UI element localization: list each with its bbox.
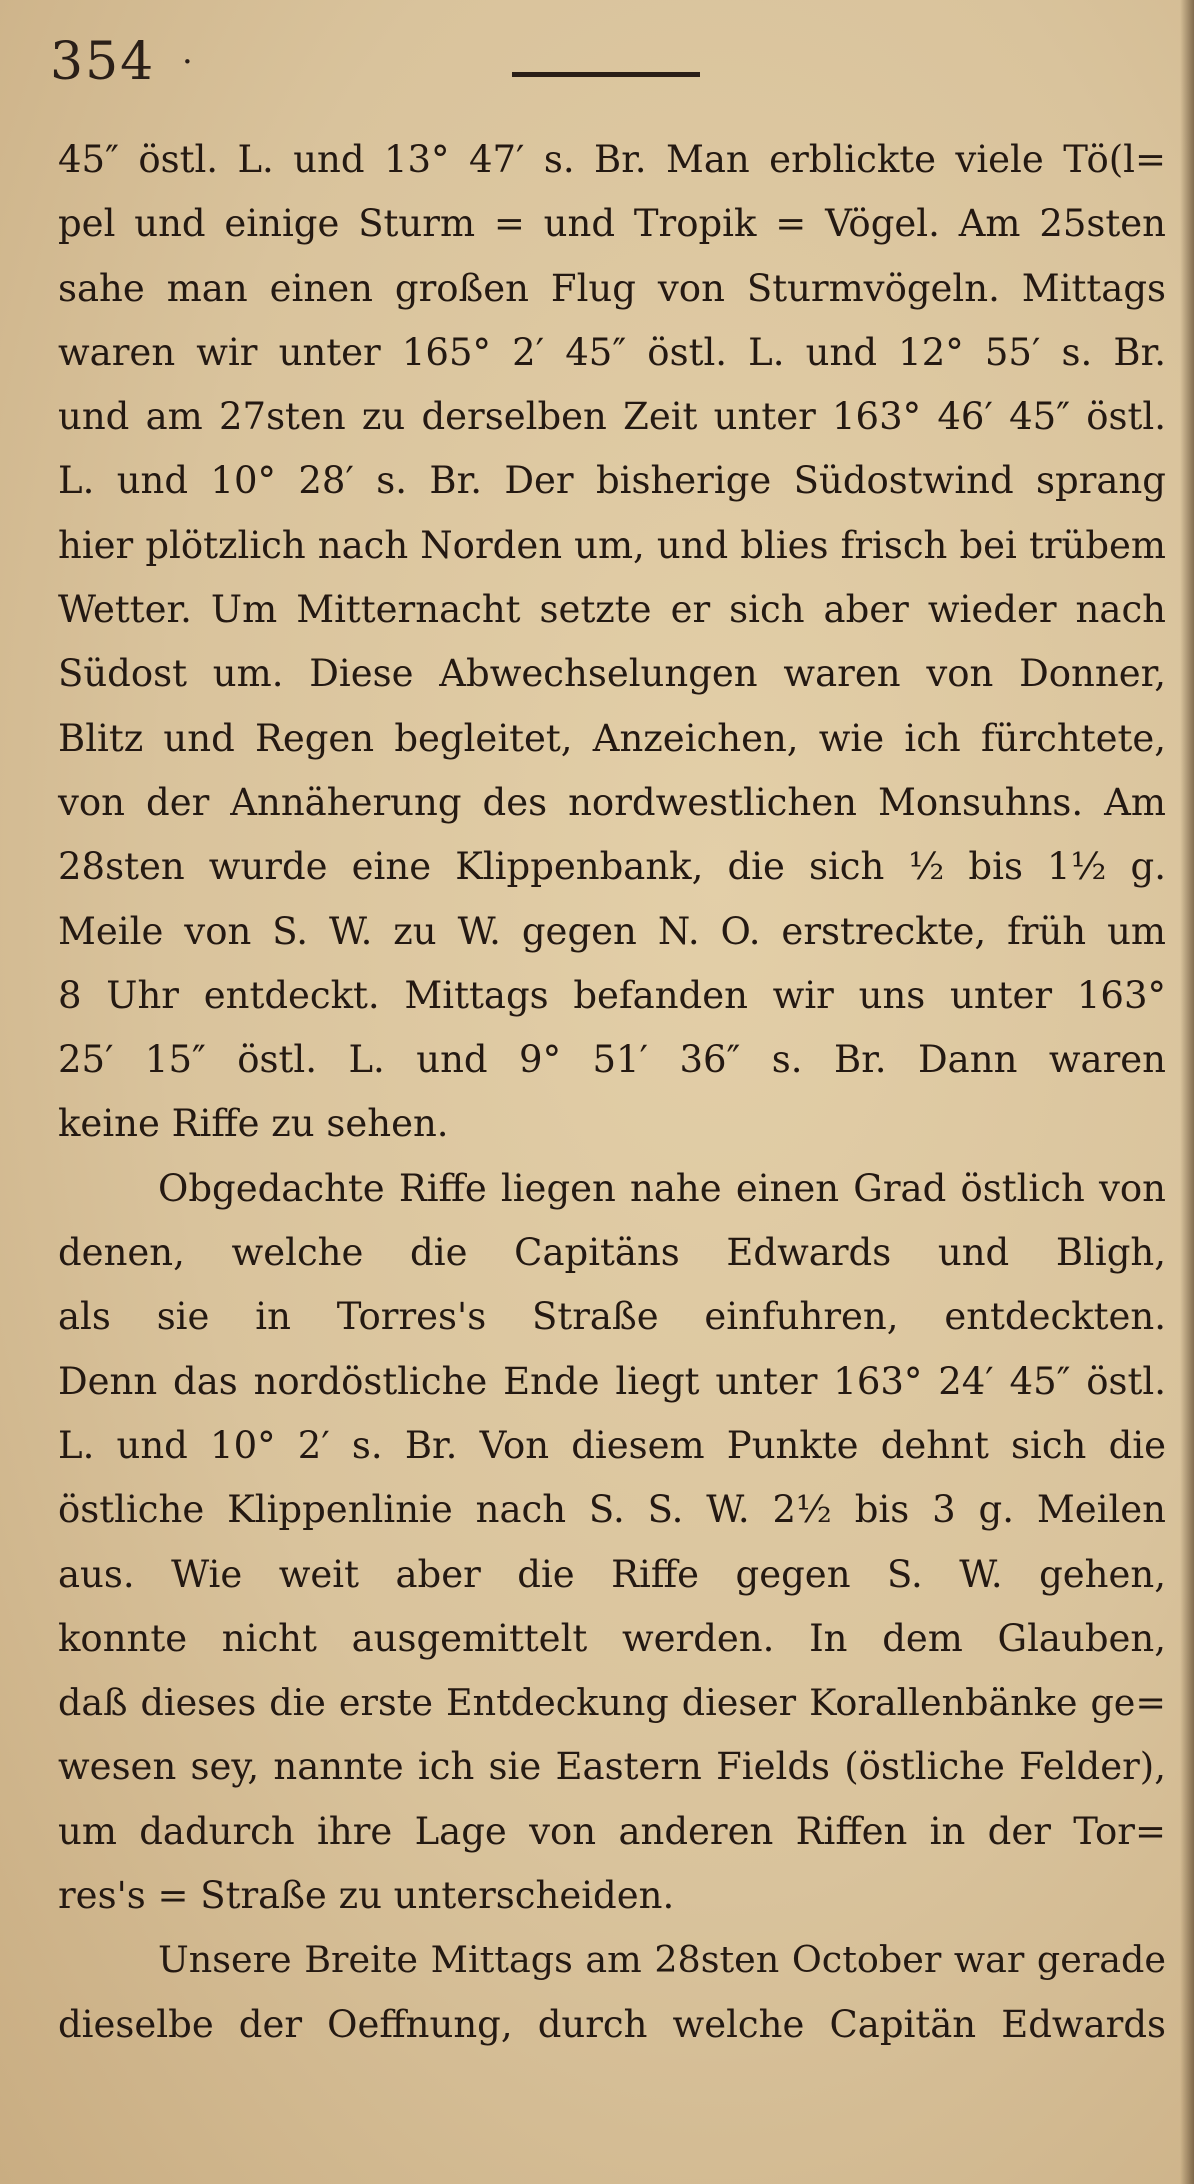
text-line: Wetter. Um Mitternacht setzte er sich aber wieder nach	[58, 588, 1166, 632]
text-line: Meile von S. W. zu W. gegen N. O. erstreckte, früh um	[58, 909, 1166, 953]
text-line: dieselbe der Oeffnung, durch welche Capitän Edwards	[58, 2002, 1166, 2046]
header-dot: ·	[182, 42, 193, 82]
text-line: Denn das nordöstliche Ende liegt unter 163° 24′ 45″ östl.	[58, 1359, 1166, 1403]
header-rule	[512, 72, 700, 77]
page-header	[50, 20, 1154, 100]
text-line: waren wir unter 165° 2′ 45″ östl. L. und 12° 55′ s. Br.	[58, 330, 1166, 374]
text-line: 8 Uhr entdeckt. Mittags befanden wir uns unter 163°	[58, 973, 1166, 1017]
text-line: L. und 10° 2′ s. Br. Von diesem Punkte dehnt sich die	[58, 1423, 1166, 1467]
text-line: 45″ östl. L. und 13° 47′ s. Br. Man erblickte viele Tö(l=	[58, 138, 1166, 181]
text-line: pel und einige Sturm = und Tropik = Vögel. Am 25sten	[58, 202, 1166, 246]
text-line: hier plötzlich nach Norden um, und blies frisch bei trübem	[58, 523, 1166, 567]
text-line: von der Annäherung des nordwestlichen Monsuhns. Am	[58, 780, 1166, 824]
text-line: Blitz und Regen begleitet, Anzeichen, wie ich fürchtete,	[58, 716, 1166, 760]
text-line: denen, welche die Capitäns Edwards und Bligh,	[58, 1231, 1166, 1275]
text-line: 25′ 15″ östl. L. und 9° 51′ 36″ s. Br. Dann waren	[58, 1038, 1166, 1082]
text-line: aus. Wie weit aber die Riffe gegen S. W. gehen,	[58, 1552, 1166, 1596]
text-line: res's = Straße zu unterscheiden.	[58, 1874, 675, 1918]
text-line: wesen sey, nannte ich sie Eastern Fields (östliche Felder),	[58, 1745, 1166, 1789]
text-line: konnte nicht ausgemittelt werden. In dem Glauben,	[58, 1616, 1166, 1660]
body-text	[58, 128, 1166, 2057]
text-line: um dadurch ihre Lage von anderen Riffen in der Tor=	[58, 1809, 1166, 1853]
text-line: Südost um. Diese Abwechselungen waren von Donner,	[58, 652, 1166, 696]
text-line: L. und 10° 28′ s. Br. Der bisherige Südostwind sprang	[58, 459, 1166, 503]
page-number: 354	[50, 32, 156, 92]
text-line: östliche Klippenlinie nach S. S. W. 2½ bis 3 g. Meilen	[58, 1488, 1166, 1532]
text-line: 28sten wurde eine Klippenbank, die sich ½ bis 1½ g.	[58, 845, 1166, 889]
text-line: keine Riffe zu sehen.	[58, 1102, 449, 1146]
text-line: sahe man einen großen Flug von Sturmvögeln. Mittags	[58, 266, 1166, 310]
text-line: als sie in Torres's Straße einfuhren, entdeckten.	[58, 1295, 1166, 1339]
text-line: und am 27sten zu derselben Zeit unter 163° 46′ 45″ östl.	[58, 395, 1166, 439]
text-line: Unsere Breite Mittags am 28sten October war gerade	[158, 1938, 1166, 1982]
text-line: daß dieses die erste Entdeckung dieser Korallenbänke ge=	[58, 1681, 1166, 1725]
text-line: Obgedachte Riffe liegen nahe einen Grad östlich von	[158, 1166, 1166, 1210]
